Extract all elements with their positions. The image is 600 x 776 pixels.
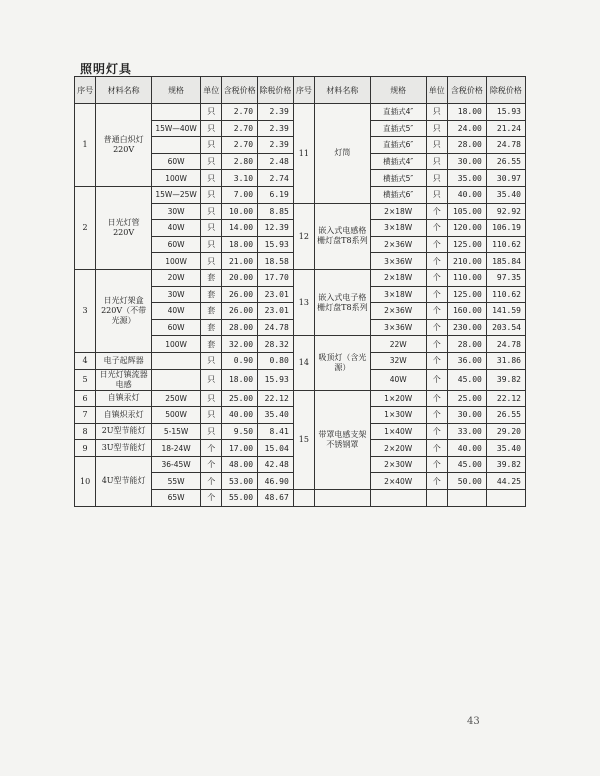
tax-excl-price-cell: 39.82: [486, 369, 525, 390]
tax-incl-price-cell: 0.90: [222, 352, 258, 369]
spec-cell: 2×18W: [370, 203, 426, 220]
spec-cell: 500W: [152, 407, 201, 424]
tax-excl-price-cell: 106.19: [486, 220, 525, 237]
unit-cell: 个: [201, 473, 222, 490]
empty-cell: [314, 490, 370, 507]
tax-incl-price-cell: 2.70: [222, 137, 258, 154]
spec-cell: 5-15W: [152, 423, 201, 440]
tax-excl-price-cell: 141.59: [486, 303, 525, 320]
spec-cell: [152, 137, 201, 154]
tax-excl-price-cell: 92.92: [486, 203, 525, 220]
tax-excl-price-cell: 22.12: [486, 390, 525, 407]
tax-excl-price-cell: 31.86: [486, 352, 525, 369]
unit-cell: 只: [201, 236, 222, 253]
tax-incl-price-cell: 210.00: [447, 253, 486, 270]
spec-cell: 2×20W: [370, 440, 426, 457]
material-name-cell: 4U型节能灯: [96, 456, 152, 506]
unit-cell: 套: [201, 336, 222, 353]
material-name-cell: 带罩电感支架不锈钢罩: [314, 390, 370, 490]
tax-excl-price-cell: 185.84: [486, 253, 525, 270]
tax-incl-price-cell: 18.00: [222, 369, 258, 390]
page-title: 照明灯具: [80, 62, 133, 76]
tax-excl-price-cell: 15.93: [258, 369, 294, 390]
unit-cell: 只: [426, 170, 447, 187]
spec-cell: 1×20W: [370, 390, 426, 407]
tax-excl-price-cell: 24.78: [258, 319, 294, 336]
tax-excl-price-cell: 29.20: [486, 423, 525, 440]
unit-cell: 个: [201, 456, 222, 473]
tax-incl-price-cell: 14.00: [222, 220, 258, 237]
tax-incl-price-cell: 17.00: [222, 440, 258, 457]
spec-cell: 直插式4″: [370, 104, 426, 121]
tax-excl-price-cell: 23.01: [258, 286, 294, 303]
tax-excl-price-cell: 44.25: [486, 473, 525, 490]
seq-cell: 12: [293, 203, 314, 269]
tax-excl-price-cell: 2.39: [258, 137, 294, 154]
tax-excl-price-cell: 46.90: [258, 473, 294, 490]
material-name-cell: 日光灯镇流器电感: [96, 369, 152, 390]
unit-cell: 只: [201, 352, 222, 369]
page-number: 43: [467, 716, 480, 727]
unit-cell: 个: [426, 369, 447, 390]
unit-cell: 只: [201, 137, 222, 154]
unit-cell: 只: [201, 153, 222, 170]
unit-cell: 个: [426, 319, 447, 336]
spec-cell: 横插式4″: [370, 153, 426, 170]
seq-cell: 13: [293, 269, 314, 335]
unit-cell: 个: [201, 440, 222, 457]
tax-incl-price-cell: 25.00: [222, 390, 258, 407]
spec-cell: 40W: [370, 369, 426, 390]
unit-cell: 套: [201, 269, 222, 286]
spec-cell: 1×40W: [370, 423, 426, 440]
spec-cell: 3×36W: [370, 253, 426, 270]
tax-excl-price-cell: 8.85: [258, 203, 294, 220]
unit-cell: 只: [201, 407, 222, 424]
unit-cell: 个: [426, 203, 447, 220]
unit-cell: 只: [201, 104, 222, 121]
material-name-cell: 灯筒: [314, 104, 370, 204]
tax-incl-price-cell: 3.10: [222, 170, 258, 187]
spec-cell: 22W: [370, 336, 426, 353]
spec-cell: 40W: [152, 303, 201, 320]
spec-cell: 15W—25W: [152, 186, 201, 203]
tax-incl-price-cell: 120.00: [447, 220, 486, 237]
spec-cell: 60W: [152, 236, 201, 253]
unit-cell: 个: [426, 303, 447, 320]
seq-cell: 5: [75, 369, 96, 390]
unit-cell: 只: [201, 186, 222, 203]
empty-cell: [370, 490, 426, 507]
tax-excl-price-cell: 2.39: [258, 104, 294, 121]
tax-incl-price-cell: 45.00: [447, 369, 486, 390]
tax-incl-price-cell: 28.00: [222, 319, 258, 336]
tax-excl-price-cell: 22.12: [258, 390, 294, 407]
tax-incl-price-cell: 230.00: [447, 319, 486, 336]
tax-incl-price-cell: 2.70: [222, 120, 258, 137]
spec-cell: 3×18W: [370, 220, 426, 237]
seq-cell: 9: [75, 440, 96, 457]
tax-excl-price-cell: 24.78: [486, 137, 525, 154]
spec-cell: 2×30W: [370, 456, 426, 473]
header-tax-excl: 除税价格: [258, 77, 294, 104]
material-name-cell: 普通白炽灯220V: [96, 104, 152, 187]
tax-excl-price-cell: 18.58: [258, 253, 294, 270]
spec-cell: 250W: [152, 390, 201, 407]
table-row: [75, 390, 526, 407]
spec-cell: 直插式5″: [370, 120, 426, 137]
tax-excl-price-cell: 35.40: [258, 407, 294, 424]
unit-cell: 只: [201, 369, 222, 390]
tax-excl-price-cell: 12.39: [258, 220, 294, 237]
tax-excl-price-cell: 0.80: [258, 352, 294, 369]
tax-incl-price-cell: 45.00: [447, 456, 486, 473]
material-name-cell: 2U型节能灯: [96, 423, 152, 440]
tax-excl-price-cell: 97.35: [486, 269, 525, 286]
header-seq: 序号: [293, 77, 314, 104]
spec-cell: 32W: [370, 352, 426, 369]
tax-incl-price-cell: 40.00: [447, 440, 486, 457]
header-tax-excl: 除税价格: [486, 77, 525, 104]
seq-cell: 2: [75, 186, 96, 269]
tax-incl-price-cell: 28.00: [447, 336, 486, 353]
header-spec: 规格: [370, 77, 426, 104]
empty-cell: [426, 490, 447, 507]
spec-cell: 100W: [152, 336, 201, 353]
tax-excl-price-cell: 21.24: [486, 120, 525, 137]
tax-excl-price-cell: 24.78: [486, 336, 525, 353]
tax-incl-price-cell: 25.00: [447, 390, 486, 407]
tax-incl-price-cell: 20.00: [222, 269, 258, 286]
tax-incl-price-cell: 110.00: [447, 269, 486, 286]
unit-cell: 只: [201, 120, 222, 137]
table-row: [75, 104, 526, 121]
seq-cell: 6: [75, 390, 96, 407]
tax-excl-price-cell: 110.62: [486, 286, 525, 303]
tax-excl-price-cell: 28.32: [258, 336, 294, 353]
tax-excl-price-cell: 39.82: [486, 456, 525, 473]
tax-incl-price-cell: 24.00: [447, 120, 486, 137]
unit-cell: 个: [426, 456, 447, 473]
unit-cell: 个: [426, 440, 447, 457]
spec-cell: 3×18W: [370, 286, 426, 303]
material-name-cell: 自镇炽汞灯: [96, 407, 152, 424]
tax-incl-price-cell: 53.00: [222, 473, 258, 490]
unit-cell: 个: [426, 407, 447, 424]
unit-cell: 只: [426, 120, 447, 137]
tax-incl-price-cell: 9.50: [222, 423, 258, 440]
unit-cell: 个: [426, 336, 447, 353]
tax-incl-price-cell: 35.00: [447, 170, 486, 187]
spec-cell: 2×36W: [370, 303, 426, 320]
tax-excl-price-cell: 30.97: [486, 170, 525, 187]
spec-cell: [152, 104, 201, 121]
spec-cell: 100W: [152, 170, 201, 187]
unit-cell: 个: [426, 220, 447, 237]
tax-incl-price-cell: 26.00: [222, 286, 258, 303]
spec-cell: 40W: [152, 220, 201, 237]
tax-excl-price-cell: 110.62: [486, 236, 525, 253]
tax-incl-price-cell: 28.00: [447, 137, 486, 154]
seq-cell: 10: [75, 456, 96, 506]
unit-cell: 套: [201, 286, 222, 303]
seq-cell: 7: [75, 407, 96, 424]
seq-cell: 11: [293, 104, 314, 204]
tax-incl-price-cell: 7.00: [222, 186, 258, 203]
tax-incl-price-cell: 2.80: [222, 153, 258, 170]
spec-cell: 60W: [152, 153, 201, 170]
tax-incl-price-cell: 40.00: [447, 186, 486, 203]
tax-incl-price-cell: 18.00: [447, 104, 486, 121]
spec-cell: 18-24W: [152, 440, 201, 457]
seq-cell: 8: [75, 423, 96, 440]
tax-incl-price-cell: 125.00: [447, 286, 486, 303]
unit-cell: 个: [426, 236, 447, 253]
unit-cell: 套: [201, 319, 222, 336]
empty-cell: [486, 490, 525, 507]
table-header-row: [75, 77, 526, 104]
tax-incl-price-cell: 105.00: [447, 203, 486, 220]
tax-excl-price-cell: 15.93: [258, 236, 294, 253]
tax-incl-price-cell: 50.00: [447, 473, 486, 490]
tax-incl-price-cell: 40.00: [222, 407, 258, 424]
spec-cell: 55W: [152, 473, 201, 490]
spec-cell: [152, 352, 201, 369]
spec-cell: 100W: [152, 253, 201, 270]
seq-cell: 15: [293, 390, 314, 490]
tax-excl-price-cell: 6.19: [258, 186, 294, 203]
unit-cell: 个: [426, 352, 447, 369]
unit-cell: 个: [426, 269, 447, 286]
unit-cell: 个: [426, 286, 447, 303]
tax-incl-price-cell: 10.00: [222, 203, 258, 220]
spec-cell: 30W: [152, 286, 201, 303]
tax-incl-price-cell: 48.00: [222, 456, 258, 473]
unit-cell: 只: [201, 253, 222, 270]
price-table: [74, 76, 526, 507]
spec-cell: 2×36W: [370, 236, 426, 253]
header-name: 材料名称: [96, 77, 152, 104]
unit-cell: 只: [201, 203, 222, 220]
header-spec: 规格: [152, 77, 201, 104]
tax-excl-price-cell: 2.39: [258, 120, 294, 137]
tax-incl-price-cell: 55.00: [222, 490, 258, 507]
seq-cell: 14: [293, 336, 314, 390]
spec-cell: 60W: [152, 319, 201, 336]
spec-cell: 横插式6″: [370, 186, 426, 203]
tax-incl-price-cell: 2.70: [222, 104, 258, 121]
tax-excl-price-cell: 26.55: [486, 153, 525, 170]
tax-incl-price-cell: 33.00: [447, 423, 486, 440]
spec-cell: 15W—40W: [152, 120, 201, 137]
tax-incl-price-cell: 21.00: [222, 253, 258, 270]
table-body: [75, 104, 526, 507]
tax-excl-price-cell: 2.48: [258, 153, 294, 170]
tax-excl-price-cell: 23.01: [258, 303, 294, 320]
spec-cell: 3×36W: [370, 319, 426, 336]
unit-cell: 只: [201, 170, 222, 187]
tax-incl-price-cell: 32.00: [222, 336, 258, 353]
seq-cell: 4: [75, 352, 96, 369]
unit-cell: 只: [201, 423, 222, 440]
unit-cell: 个: [426, 253, 447, 270]
tax-incl-price-cell: 125.00: [447, 236, 486, 253]
unit-cell: 个: [426, 423, 447, 440]
header-unit: 单位: [201, 77, 222, 104]
spec-cell: 36-45W: [152, 456, 201, 473]
spec-cell: 1×30W: [370, 407, 426, 424]
unit-cell: 只: [426, 186, 447, 203]
unit-cell: 只: [201, 390, 222, 407]
unit-cell: 个: [426, 390, 447, 407]
material-name-cell: 电子起辉器: [96, 352, 152, 369]
tax-incl-price-cell: 160.00: [447, 303, 486, 320]
material-name-cell: 嵌入式电子格栅灯盘T8系列: [314, 269, 370, 335]
spec-cell: 30W: [152, 203, 201, 220]
tax-excl-price-cell: 26.55: [486, 407, 525, 424]
table-row: [75, 269, 526, 286]
spec-cell: 横插式5″: [370, 170, 426, 187]
tax-incl-price-cell: 30.00: [447, 407, 486, 424]
tax-incl-price-cell: 30.00: [447, 153, 486, 170]
empty-cell: [447, 490, 486, 507]
material-name-cell: 日光灯架盒220V（不带光源）: [96, 269, 152, 352]
tax-excl-price-cell: 2.74: [258, 170, 294, 187]
unit-cell: 只: [426, 104, 447, 121]
tax-incl-price-cell: 36.00: [447, 352, 486, 369]
tax-excl-price-cell: 48.67: [258, 490, 294, 507]
tax-excl-price-cell: 15.93: [486, 104, 525, 121]
unit-cell: 只: [426, 153, 447, 170]
material-name-cell: 吸顶灯（含光源）: [314, 336, 370, 390]
spec-cell: 2×40W: [370, 473, 426, 490]
header-name: 材料名称: [314, 77, 370, 104]
tax-excl-price-cell: 203.54: [486, 319, 525, 336]
tax-excl-price-cell: 35.40: [486, 440, 525, 457]
unit-cell: 个: [201, 490, 222, 507]
tax-excl-price-cell: 42.48: [258, 456, 294, 473]
spec-cell: 2×18W: [370, 269, 426, 286]
unit-cell: 个: [426, 473, 447, 490]
tax-incl-price-cell: 26.00: [222, 303, 258, 320]
tax-excl-price-cell: 8.41: [258, 423, 294, 440]
tax-excl-price-cell: 15.04: [258, 440, 294, 457]
spec-cell: 直插式6″: [370, 137, 426, 154]
material-name-cell: 自镇汞灯: [96, 390, 152, 407]
material-name-cell: 3U型节能灯: [96, 440, 152, 457]
spec-cell: [152, 369, 201, 390]
spec-cell: 20W: [152, 269, 201, 286]
material-name-cell: 日光灯管220V: [96, 186, 152, 269]
unit-cell: 套: [201, 303, 222, 320]
tax-excl-price-cell: 35.40: [486, 186, 525, 203]
tax-incl-price-cell: 18.00: [222, 236, 258, 253]
unit-cell: 只: [201, 220, 222, 237]
header-tax-incl: 含税价格: [447, 77, 486, 104]
header-tax-incl: 含税价格: [222, 77, 258, 104]
empty-cell: [293, 490, 314, 507]
tax-excl-price-cell: 17.70: [258, 269, 294, 286]
seq-cell: 3: [75, 269, 96, 352]
seq-cell: 1: [75, 104, 96, 187]
material-name-cell: 嵌入式电感格栅灯盘T8系列: [314, 203, 370, 269]
header-unit: 单位: [426, 77, 447, 104]
header-seq: 序号: [75, 77, 96, 104]
unit-cell: 只: [426, 137, 447, 154]
spec-cell: 65W: [152, 490, 201, 507]
